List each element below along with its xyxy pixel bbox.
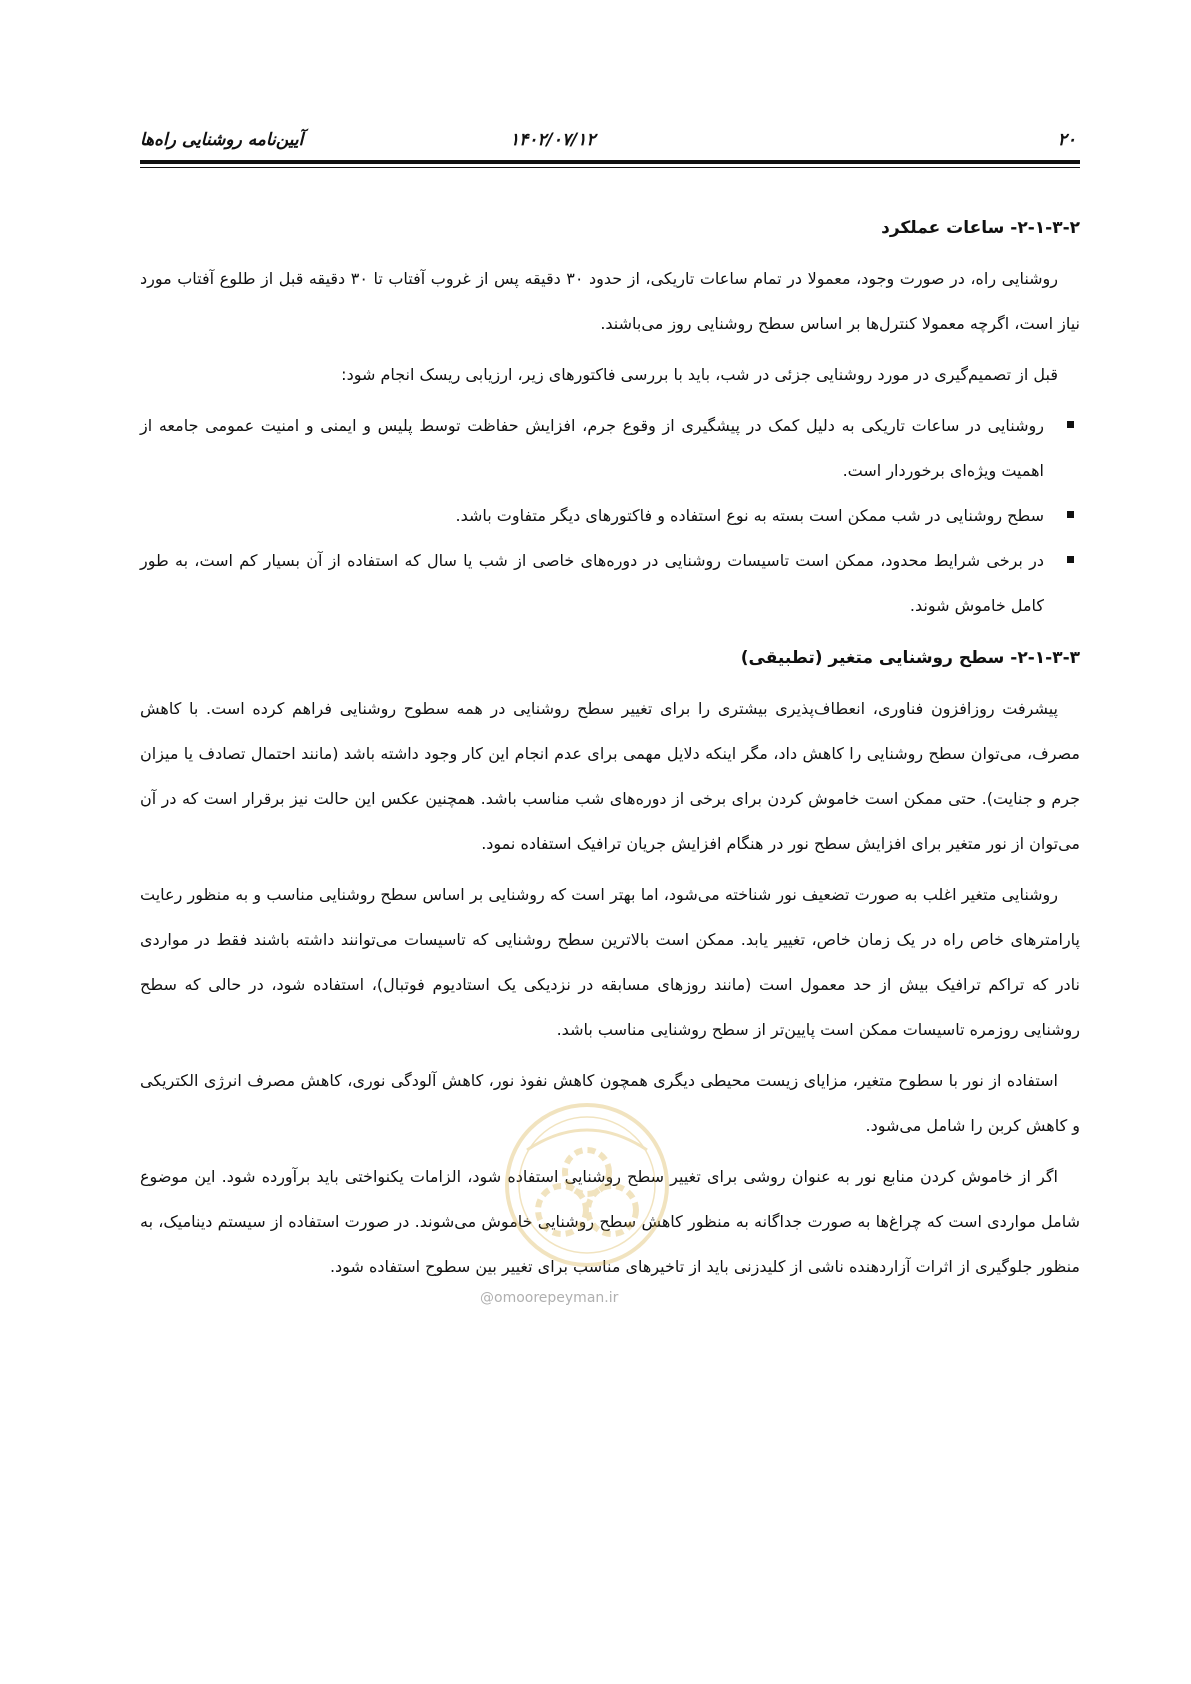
paragraph: قبل از تصمیم‌گیری در مورد روشنایی جزئی در شب، باید با بررسی فاکتورهای زیر، ارزیابی ریسک انجام شود: <box>341 365 1058 384</box>
header-title: آیین‌نامه روشنایی راه‌ها <box>140 130 304 150</box>
square-bullet-icon <box>1067 556 1074 563</box>
list-item <box>140 403 1044 493</box>
list-item <box>140 493 1044 538</box>
list-item-text: سطح روشنایی در شب ممکن است بسته به نوع استفاده و فاکتورهای دیگر متفاوت باشد. <box>455 506 1044 525</box>
header-rule-thin <box>140 167 1080 168</box>
header-date: ۱۴۰۲/۰۷/۱۲ <box>510 130 596 150</box>
bullet-list <box>140 403 1080 628</box>
page-number: ۲۰ <box>1057 130 1076 150</box>
list-item-text: در برخی شرایط محدود، ممکن است تاسیسات روشنایی در دوره‌های خاصی از شب یا سال که استفاده از آن بسیار کم است، به طور کامل خاموش شوند. <box>140 551 1044 615</box>
section-heading-variable-lighting: ۲-۱-۳-۳- سطح روشنایی متغیر (تطبیقی) <box>740 648 1080 668</box>
paragraph: پیشرفت روزافزون فناوری، انعطاف‌پذیری بیشتری را برای تغییر سطح روشنایی در همه سطوح روشنایی فراهم کرده است. با کاهش مصرف، می‌توان سطح روشنایی را کاهش داد، مگر اینکه دلایل مهمی برای عدم انجام این کار وجود داشته باشد (مانند احتمال تصادف یا میزان جرم و جنایت). حتی ممکن است خاموش کردن برای برخی از دوره‌های شب مناسب باشد. همچنین عکس این حالت نیز برقرار است که در آن می‌توان از نور متغیر برای افزایش سطح نور در هنگام افزایش جریان ترافیک استفاده نمود. <box>140 699 1080 853</box>
list-item-text: روشنایی در ساعات تاریکی به دلیل کمک در پیشگیری از وقوع جرم، افزایش حفاظت توسط پلیس و ایمنی و امنیت عمومی جامعه از اهمیت ویژه‌ای برخوردار است. <box>140 416 1044 480</box>
section-heading-operating-hours: ۲-۱-۳-۲- ساعات عملکرد <box>881 218 1080 238</box>
paragraph: روشنایی راه، در صورت وجود، معمولا در تمام ساعات تاریکی، از حدود ۳۰ دقیقه پس از غروب آفتاب تا ۳۰ دقیقه قبل از طلوع آفتاب مورد نیاز است، اگرچه معمولا کنترل‌ها بر اساس سطح روشنایی روز می‌باشند. <box>140 269 1080 333</box>
header-rule-thick <box>140 160 1080 164</box>
watermark-url: @omoorepeyman.ir <box>480 1290 619 1306</box>
paragraph: روشنایی متغیر اغلب به صورت تضعیف نور شناخته می‌شود، اما بهتر است که روشنایی بر اساس سطح روشنایی مناسب و به منظور رعایت پارامترهای خاص راه در یک زمان خاص، تغییر یابد. ممکن است بالاترین سطح روشنایی که تاسیسات می‌توانند داشته باشند فقط در مواردی نادر که تراکم ترافیک بیش از حد معمول است (مانند روزهای مسابقه در نزدیکی یک استادیوم فوتبال)، استفاده شود، در حالی که سطح روشنایی روزمره تاسیسات ممکن است پایین‌تر از سطح روشنایی مناسب باشد. <box>140 885 1080 1039</box>
list-item <box>140 538 1044 628</box>
square-bullet-icon <box>1067 421 1074 428</box>
paragraph: استفاده از نور با سطوح متغیر، مزایای زیست محیطی دیگری همچون کاهش نفوذ نور، کاهش آلودگی نوری، کاهش مصرف انرژی الکتریکی و کاهش کربن را شامل می‌شود. <box>140 1071 1080 1135</box>
paragraph: اگر از خاموش کردن منابع نور به عنوان روشی برای تغییر سطح روشنایی استفاده شود، الزامات یکنواختی باید برآورده شود. این موضوع شامل مواردی است که چراغ‌ها به صورت جداگانه به منظور کاهش سطح روشنایی خاموش می‌شوند. در صورت استفاده از سیستم دینامیک، به منظور جلوگیری از اثرات آزاردهنده ناشی از کلیدزنی باید از تاخیرهای مناسب برای تغییر بین سطوح استفاده شود. <box>140 1167 1080 1276</box>
page-header <box>140 122 1080 162</box>
square-bullet-icon <box>1067 511 1074 518</box>
watermark-logo <box>487 1090 687 1320</box>
